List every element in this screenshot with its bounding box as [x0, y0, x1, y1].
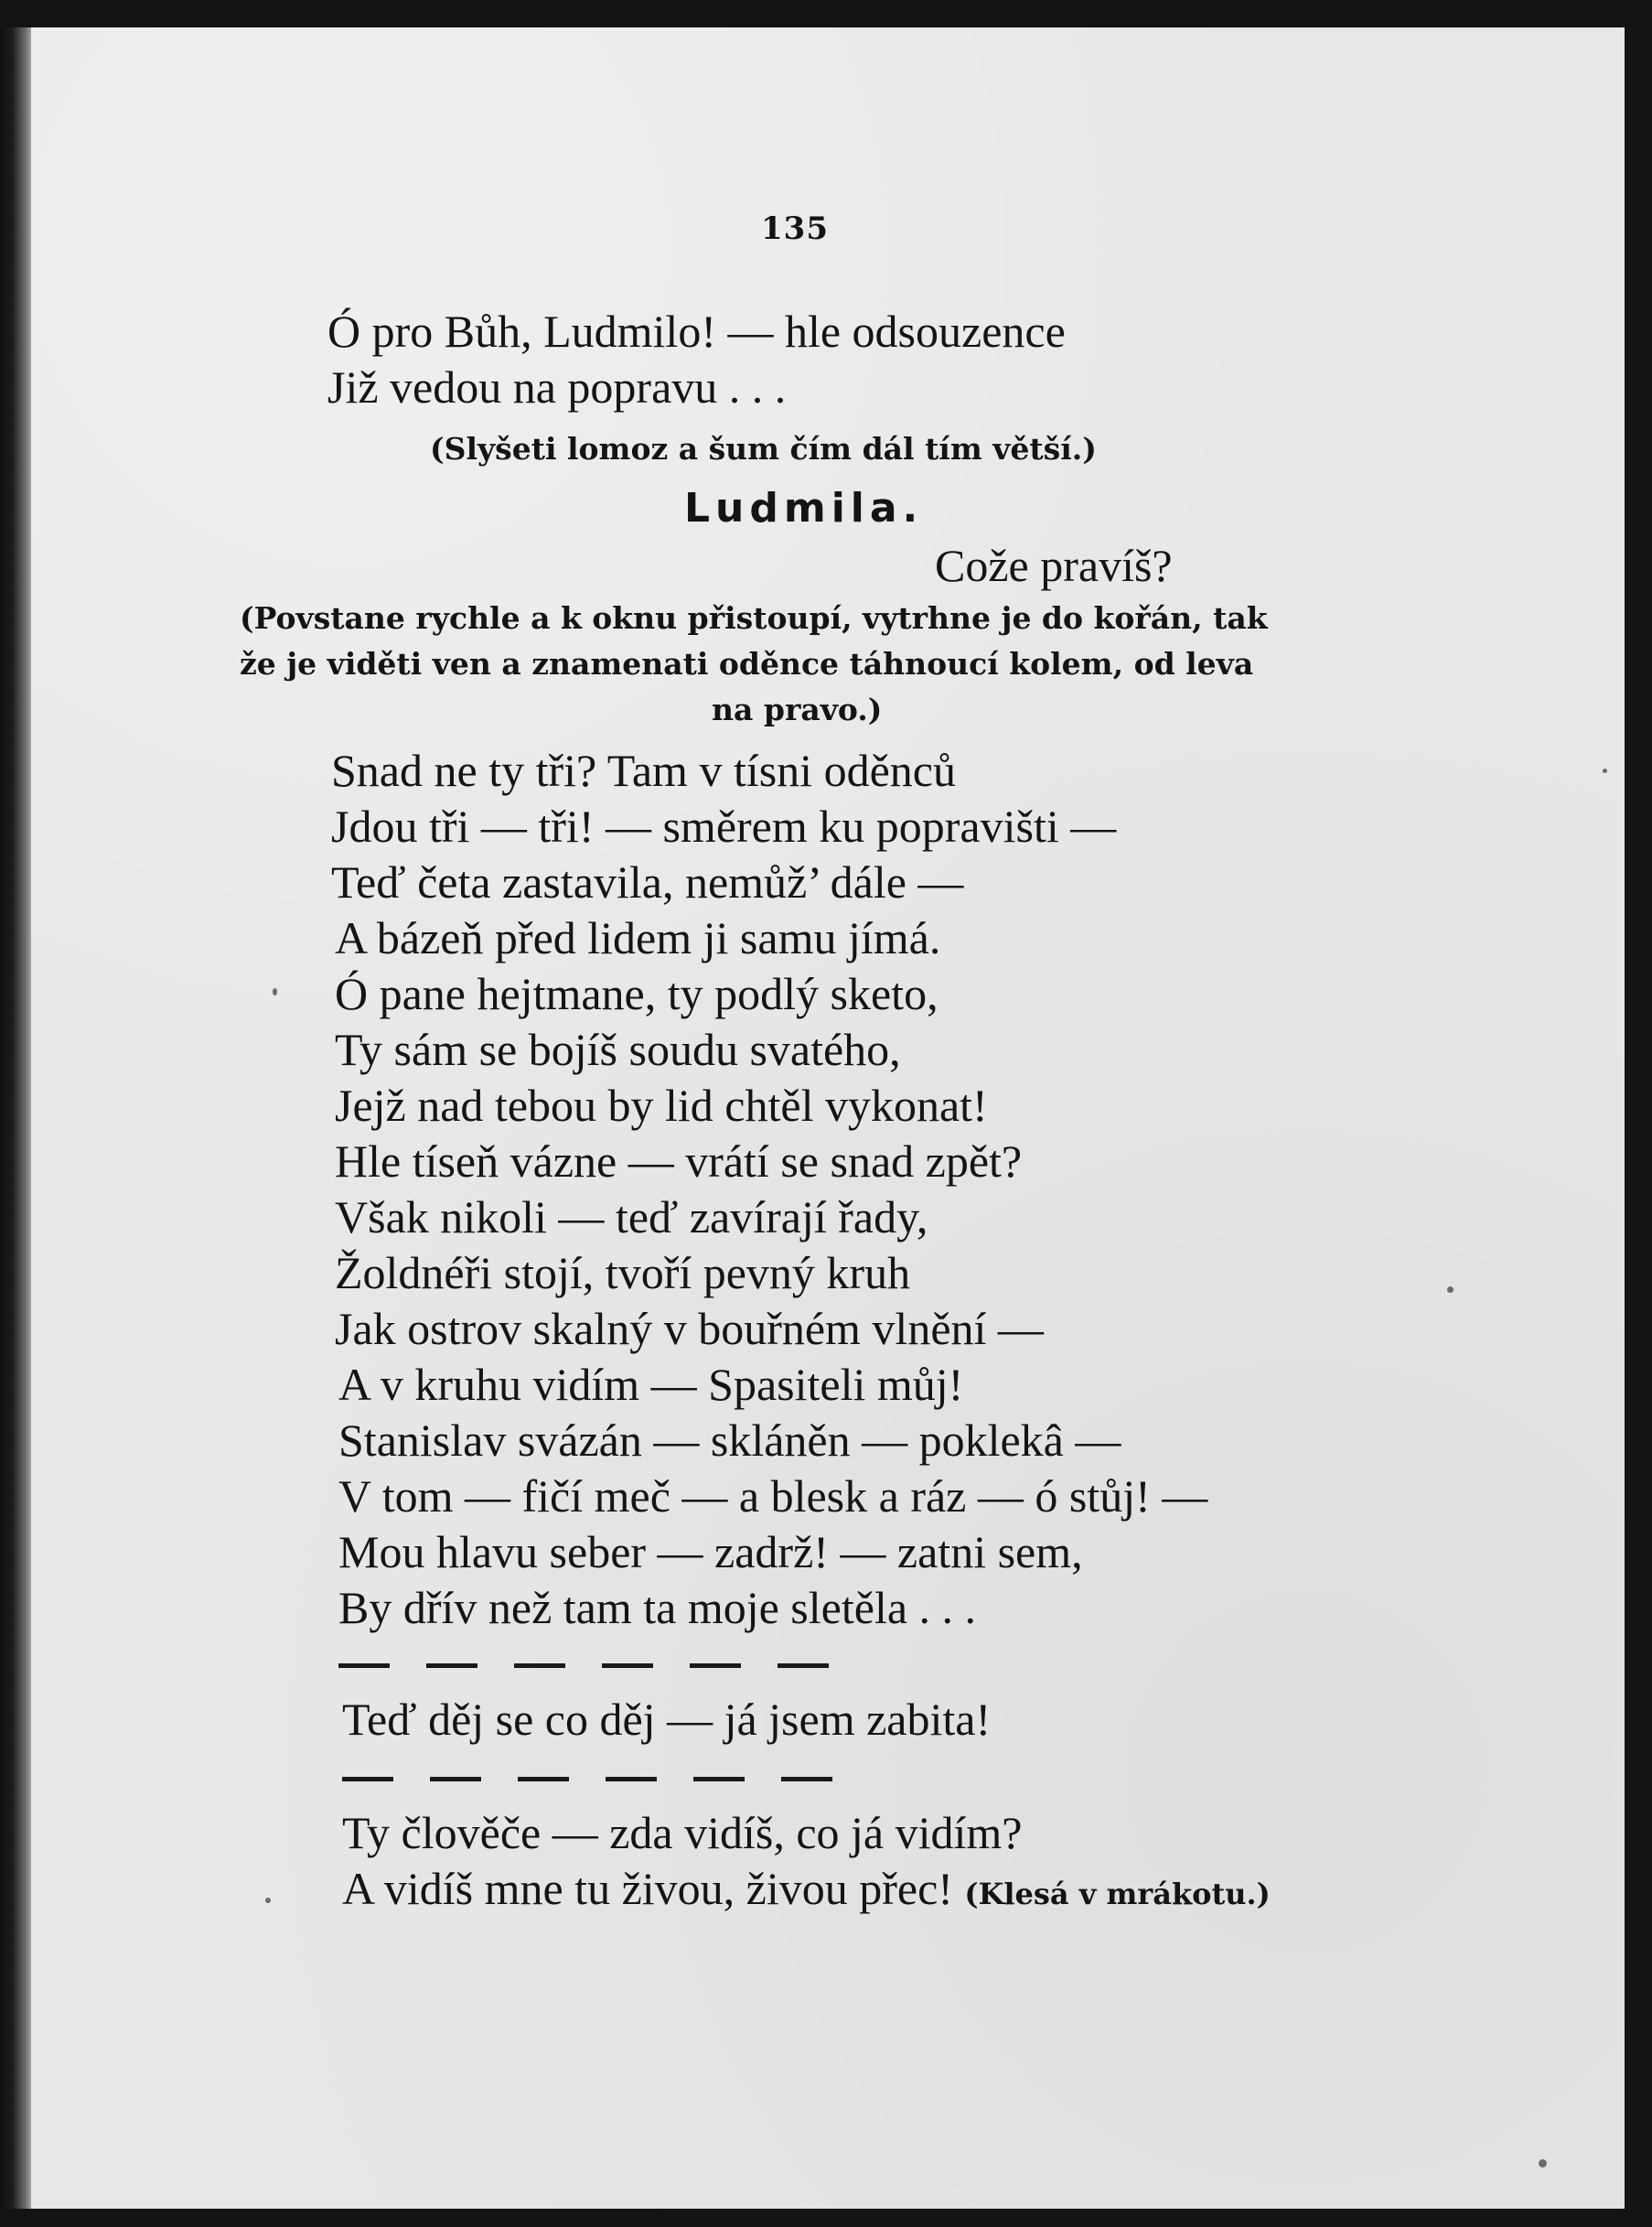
- verse-line: Jejž nad tebou by lid chtěl vykonat!: [335, 1080, 988, 1131]
- stage-direction: (Povstane rychle a k oknu přistoupí, vytrhne je do kořán, tak: [240, 600, 1268, 636]
- stage-direction: že je viděti ven a znamenati oděnce táhnoucí kolem, od leva: [240, 646, 1254, 682]
- verse-line: Ó pro Bůh, Ludmilo! — hle odsouzence: [327, 306, 1066, 357]
- speaker-name: Ludmila.: [684, 485, 924, 532]
- verse-line: Cože pravíš?: [935, 540, 1173, 591]
- verse-line: Snad ne ty tři? Tam v tísni oděnců: [331, 745, 956, 796]
- verse-line: Mou hlavu seber — zadrž! — zatni sem,: [338, 1526, 1083, 1577]
- dash: [518, 1777, 569, 1781]
- dash: [606, 1777, 657, 1781]
- dash: [602, 1663, 653, 1668]
- verse-line: Jdou tři — tři! — směrem ku popravišti —: [331, 801, 1117, 852]
- verse-line: Ty člověče — zda vidíš, co já vidím?: [342, 1807, 1023, 1858]
- print-speck: [1603, 769, 1607, 773]
- print-speck: [273, 988, 277, 995]
- stage-direction: (Klesá v mrákotu.): [964, 1877, 1271, 1911]
- dash: [690, 1663, 741, 1668]
- verse-line: A bázeň před lidem ji samu jímá.: [335, 912, 941, 963]
- verse-line: By dřív než tam ta moje sletěla . . .: [338, 1582, 977, 1633]
- verse-line: Teď četa zastavila, nemůž’ dále —: [331, 856, 964, 908]
- verse-line: Jak ostrov skalný v bouřném vlnění —: [335, 1303, 1044, 1354]
- print-speck: [1539, 2159, 1547, 2168]
- verse-line: Teď děj se co děj — já jsem zabita!: [342, 1694, 992, 1745]
- stage-direction: (Slyšeti lomoz a šum čím dál tím větší.): [430, 431, 1097, 467]
- verse-line-with-stage-direction: [342, 1863, 1271, 1914]
- dash: [426, 1663, 477, 1668]
- stage-direction: na pravo.): [712, 692, 883, 727]
- dash-separator: [338, 1663, 829, 1668]
- verse-line: Však nikoli — teď zavírají řady,: [335, 1191, 928, 1243]
- dash: [514, 1663, 565, 1668]
- verse-line: Stanislav svázán — skláněn — poklekâ —: [338, 1415, 1121, 1466]
- dash: [781, 1777, 832, 1781]
- verse-line: Žoldnéři stojí, tvoří pevný kruh: [335, 1247, 911, 1298]
- dash: [338, 1663, 390, 1668]
- dash: [778, 1663, 829, 1668]
- verse-text: A vidíš mne tu živou, živou přec!: [342, 1863, 953, 1914]
- verse-line: Ó pane hejtmane, ty podlý sketo,: [335, 968, 939, 1019]
- verse-line: Hle tíseň vázne — vrátí se snad zpět?: [335, 1135, 1023, 1187]
- dash: [342, 1777, 393, 1781]
- verse-line: Již vedou na popravu . . .: [327, 361, 787, 413]
- print-speck: [265, 1898, 271, 1903]
- print-speck: [1447, 1286, 1454, 1293]
- verse-line: Ty sám se bojíš soudu svatého,: [335, 1024, 901, 1075]
- dash-separator: [342, 1777, 832, 1781]
- dash: [430, 1777, 481, 1781]
- page-number: 135: [761, 210, 829, 247]
- verse-line: V tom — fičí meč — a blesk a ráz — ó stůj! —: [338, 1470, 1208, 1522]
- dash: [693, 1777, 745, 1781]
- verse-line: A v kruhu vidím — Spasiteli můj!: [338, 1359, 964, 1410]
